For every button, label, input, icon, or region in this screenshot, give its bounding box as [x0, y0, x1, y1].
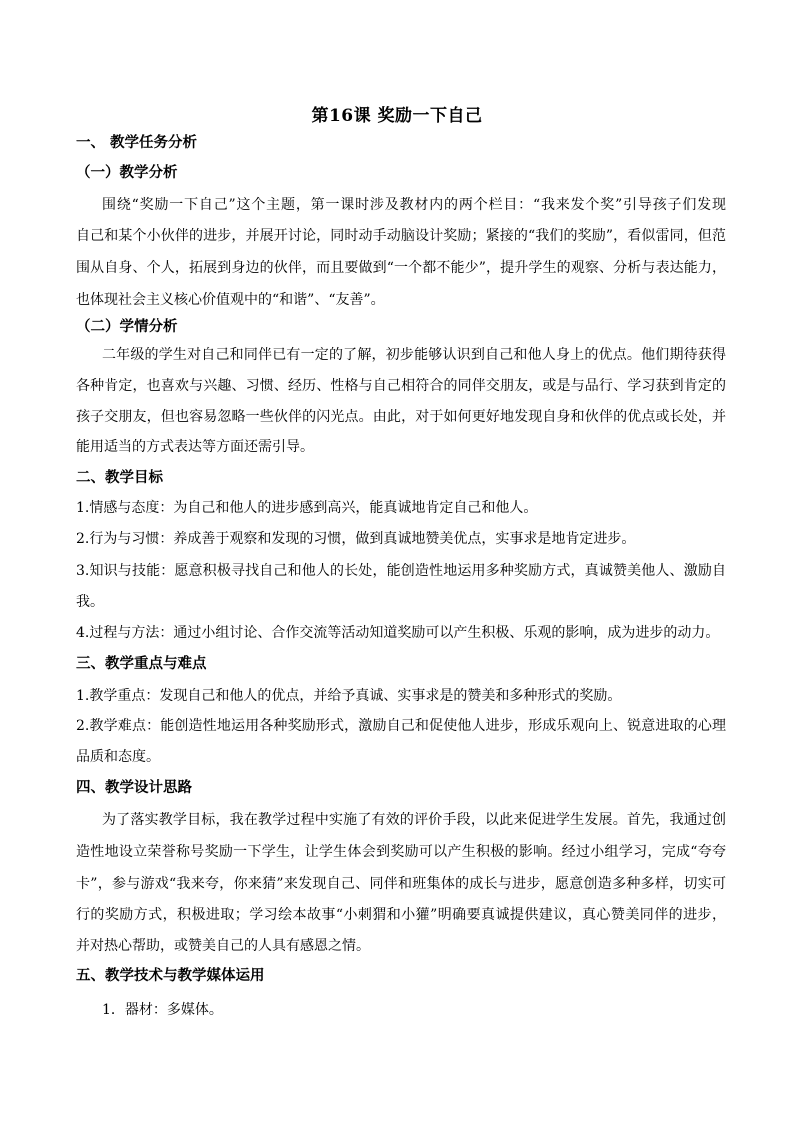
section-heading-key-points: 三、教学重点与难点	[76, 655, 207, 672]
key-point-item: 1.教学重点：发现自己和他人的优点，并给予真诚、实事求是的赞美和多种形式的奖励。	[76, 688, 622, 704]
section-heading-design-ideas: 四、教学设计思路	[76, 779, 192, 796]
key-point-item: 2.教学难点：能创造性地运用各种奖励形式，激励自己和促使他人进步，形成乐观向上、锐意进取的心理	[76, 718, 726, 734]
subsection-heading-student-analysis: （二）学情分析	[76, 318, 178, 335]
goal-item: 2.行为与习惯：养成善于观察和发现的习惯，做到真诚地赞美优点，实事求是地肯定进步。	[76, 531, 636, 547]
key-point-item-continued: 品质和态度。	[76, 749, 160, 765]
paragraph-line: 围绕“奖励一下自己”这个主题，第一课时涉及教材内的两个栏目：“我来发个奖”引导孩子们发现	[102, 197, 726, 213]
section-heading-task-analysis: 一、 教学任务分析	[76, 134, 198, 151]
goal-item: 4.过程与方法：通过小组讨论、合作交流等活动知道奖励可以产生积极、乐观的影响，成为进步的动力。	[76, 625, 720, 641]
paragraph-line: 并对热心帮助，或赞美自己的人具有感恩之情。	[76, 938, 370, 954]
paragraph-line: 围从自身、个人，拓展到身边的伙伴，而且要做到“一个都不能少”，提升学生的观察、分析与表达能力，	[76, 260, 726, 276]
paragraph-line: 行的奖励方式，积极进取；学习绘本故事“小刺猬和小獾”明确要真诚提供建议，真心赞美同伴的进步，	[76, 907, 726, 923]
paragraph-line: 能用适当的方式表达等方面还需引导。	[76, 439, 314, 455]
goal-item: 3.知识与技能：愿意积极寻找自己和他人的长处，能创造性地运用多种奖励方式，真诚赞美他人、激励自	[76, 563, 726, 579]
goal-item: 1.情感与态度：为自己和他人的进步感到高兴，能真诚地肯定自己和他人。	[76, 500, 538, 516]
paragraph-line: 二年级的学生对自己和同伴已有一定的了解，初步能够认识到自己和他人身上的优点。他们期待获得	[102, 347, 726, 363]
paragraph-line: 自己和某个小伙伴的进步，并展开讨论，同时动手动脑设计奖励；紧接的“我们的奖励”，看似雷同，但范	[76, 228, 726, 244]
paragraph-line: 孩子交朋友，但也容易忽略一些伙伴的闪光点。由此，对于如何更好地发现自身和伙伴的优点或长处，并	[76, 409, 726, 425]
paragraph-line: 为了落实教学目标，我在教学过程中实施了有效的评价手段，以此来促进学生发展。首先，我通过创	[102, 812, 726, 828]
lesson-title: 第16课 奖励一下自己	[311, 106, 483, 126]
paragraph-line: 卡”，参与游戏“我来夸，你来猜”来发现自己、同伴和班集体的成长与进步，愿意创造多种多样，切实可	[76, 876, 726, 892]
paragraph-line: 造性地设立荣誉称号奖励一下学生，让学生体会到奖励可以产生积极的影响。经过小组学习，完成“夸夸	[76, 844, 726, 860]
paragraph-line: 也体现社会主义核心价值观中的“和谐”、“友善”。	[76, 292, 385, 308]
section-heading-media: 五、教学技术与教学媒体运用	[76, 967, 265, 984]
subsection-heading-teaching-analysis: （一）教学分析	[76, 164, 178, 181]
media-item: 1．器材：多媒体。	[102, 1002, 223, 1018]
paragraph-line: 各种肯定，也喜欢与兴趣、习惯、经历、性格与自己相符合的同伴交朋友，或是与品行、学习获到肯定的	[76, 378, 726, 394]
section-heading-teaching-goals: 二、教学目标	[76, 469, 163, 486]
goal-item-continued: 我。	[76, 594, 104, 610]
